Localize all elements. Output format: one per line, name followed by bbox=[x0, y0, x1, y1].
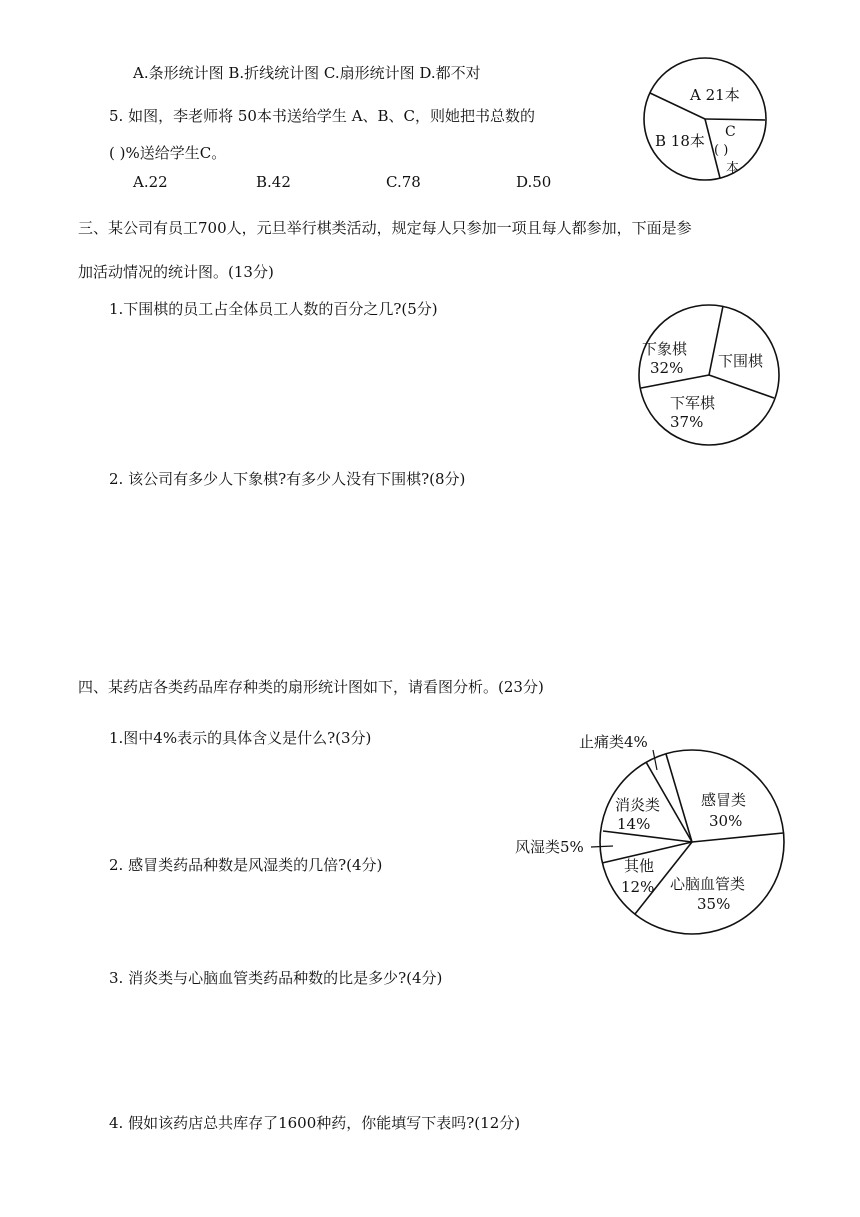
q5-option-d: D.50 bbox=[516, 173, 552, 191]
books-pie-chart bbox=[640, 54, 770, 184]
pie-label-fengshi: 风湿类5% bbox=[515, 838, 584, 856]
pie-label-c-unit: 本 bbox=[726, 161, 740, 176]
pie-label-ganmao: 感冒类 bbox=[701, 791, 747, 809]
pie-value-junqi: 37% bbox=[670, 413, 704, 431]
medicine-pie-chart bbox=[505, 725, 795, 940]
pie-value-ganmao: 30% bbox=[709, 812, 743, 830]
pie-label-qita: 其他 bbox=[624, 857, 655, 875]
pie-label-c-blank: ( ) bbox=[714, 143, 729, 158]
section4-q3: 3. 消炎类与心脑血管类药品种数的比是多少?(4分) bbox=[109, 969, 443, 987]
section3-q2: 2. 该公司有多少人下象棋?有多少人没有下围棋?(8分) bbox=[109, 470, 466, 488]
q4-options: A.条形统计图 B.折线统计图 C.扇形统计图 D.都不对 bbox=[133, 64, 481, 82]
pie-value-qita: 12% bbox=[621, 878, 655, 896]
section3-q1: 1.下围棋的员工占全体员工人数的百分之几?(5分) bbox=[109, 300, 438, 318]
pie-value-xinnao: 35% bbox=[697, 895, 731, 913]
pie-value-xiaoyan: 14% bbox=[617, 815, 651, 833]
section4-q1: 1.图中4%表示的具体含义是什么?(3分) bbox=[109, 729, 372, 747]
pie-label-weiqi: 下围棋 bbox=[718, 352, 764, 370]
q5-option-a: A.22 bbox=[133, 173, 168, 191]
pie-label-xiaoyan: 消炎类 bbox=[615, 796, 661, 814]
section4-q2: 2. 感冒类药品种数是风湿类的几倍?(4分) bbox=[109, 856, 383, 874]
section4-q4: 4. 假如该药店总共库存了1600种药，你能填写下表吗?(12分) bbox=[109, 1114, 521, 1132]
chess-pie-chart bbox=[634, 300, 784, 450]
section4-title: 四、某药店各类药品库存种类的扇形统计图如下，请看图分析。(23分) bbox=[78, 678, 544, 696]
pie-label-xinnao: 心脑血管类 bbox=[670, 875, 746, 893]
pie-label-junqi: 下军棋 bbox=[670, 394, 716, 412]
pie-label-xiangqi: 下象棋 bbox=[642, 340, 688, 358]
pie-label-b: B 18本 bbox=[655, 132, 705, 150]
pie-label-c: C bbox=[725, 124, 736, 140]
section3-line2: 加活动情况的统计图。(13分) bbox=[78, 263, 274, 281]
q5-line2: ( )%送给学生C。 bbox=[109, 144, 227, 162]
pie-value-xiangqi: 32% bbox=[650, 359, 684, 377]
q5-option-c: C.78 bbox=[386, 173, 421, 191]
pie-label-a: A 21本 bbox=[690, 86, 740, 104]
section3-line1: 三、某公司有员工700人，元旦举行棋类活动，规定每人只参加一项且每人都参加，下面是参 bbox=[78, 219, 692, 237]
q5-line1: 5. 如图，李老师将 50本书送给学生 A、B、C，则她把书总数的 bbox=[109, 107, 536, 125]
q5-option-b: B.42 bbox=[256, 173, 291, 191]
pie-label-zhitong: 止痛类4% bbox=[579, 733, 648, 751]
